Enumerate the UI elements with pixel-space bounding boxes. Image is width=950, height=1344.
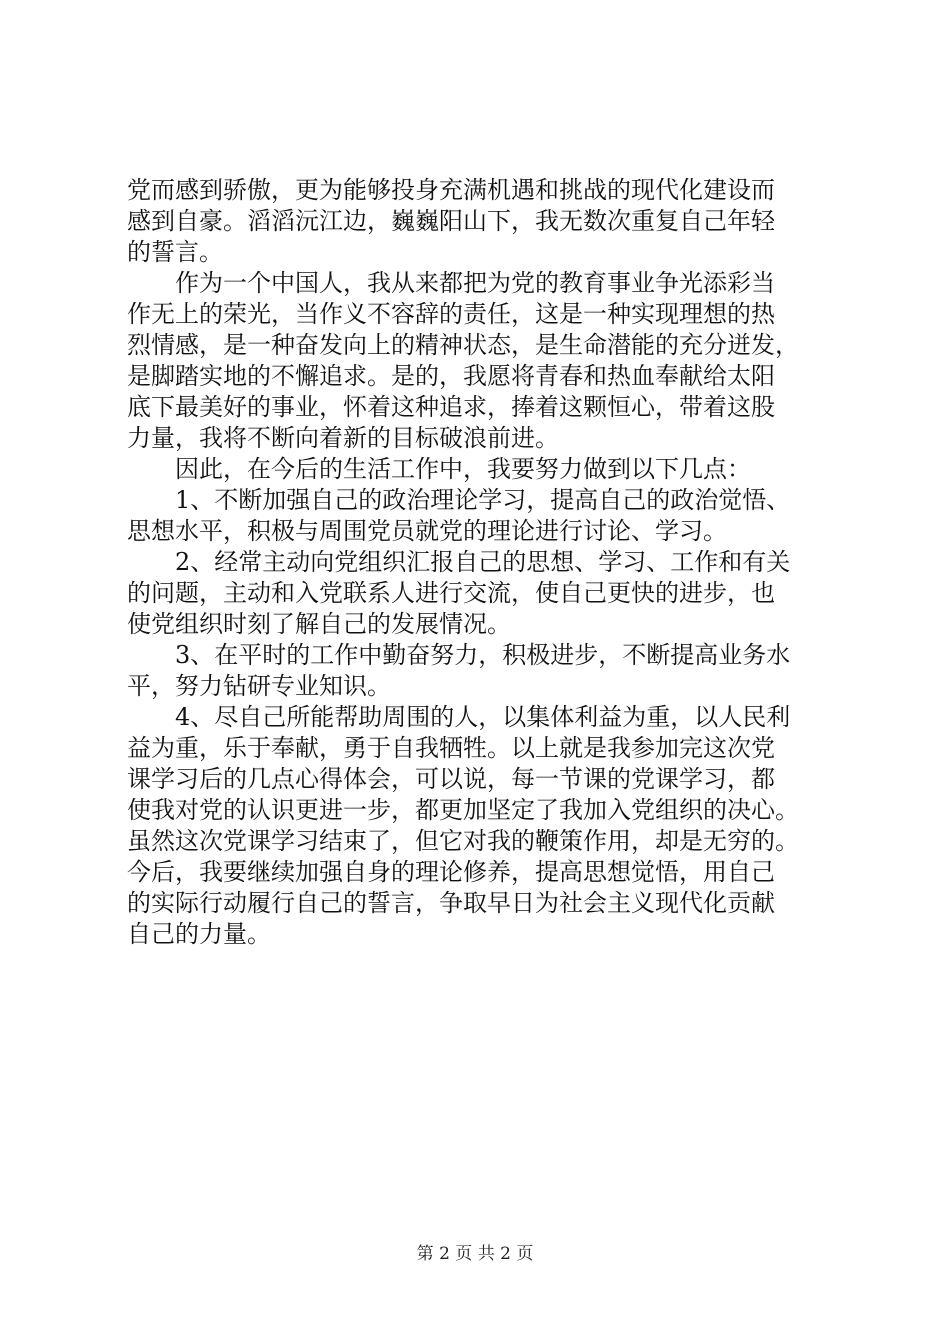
- text-line-19: 益为重，乐于奉献，勇于自我牺牲。以上就是我参加完这次党: [127, 734, 775, 762]
- text-line-13: 2、经常主动向党组织汇报自己的思想、学习、工作和有关: [175, 548, 791, 576]
- text-line-12: 思想水平，积极与周围党员就党的理论进行讨论、学习。: [127, 517, 727, 545]
- text-line-1: 党而感到骄傲，更为能够投身充满机遇和挑战的现代化建设而: [127, 176, 775, 204]
- text-line-5: 作无上的荣光，当作义不容辞的责任，这是一种实现理想的热: [127, 300, 775, 328]
- text-line-7: 是脚踏实地的不懈追求。是的，我愿将青春和热血奉献给太阳: [127, 362, 775, 390]
- text-line-11: 1、不断加强自己的政治理论学习，提高自己的政治觉悟、: [175, 486, 791, 514]
- text-line-22: 虽然这次党课学习结束了，但它对我的鞭策作用，却是无穷的。: [127, 827, 799, 855]
- page-number-footer: 第 2 页 共 2 页: [416, 1244, 534, 1264]
- text-line-9: 力量，我将不断向着新的目标破浪前进。: [127, 424, 559, 452]
- text-line-4: 作为一个中国人，我从来都把为党的教育事业争光添彩当: [175, 269, 775, 297]
- text-line-18: 4、尽自己所能帮助周围的人，以集体利益为重，以人民利: [175, 703, 791, 731]
- text-line-3: 的誓言。: [127, 238, 223, 266]
- text-line-2: 感到自豪。滔滔沅江边，巍巍阳山下，我无数次重复自己年轻: [127, 207, 775, 235]
- text-line-21: 使我对党的认识更进一步，都更加坚定了我加入党组织的决心。: [127, 796, 799, 824]
- text-line-10: 因此，在今后的生活工作中，我要努力做到以下几点：: [175, 455, 751, 483]
- text-line-14: 的问题，主动和入党联系人进行交流，使自己更快的进步，也: [127, 579, 775, 607]
- text-line-16: 3、在平时的工作中勤奋努力，积极进步，不断提高业务水: [175, 641, 791, 669]
- text-line-6: 烈情感，是一种奋发向上的精神状态，是生命潜能的充分迸发，: [127, 331, 799, 359]
- text-line-25: 自己的力量。: [127, 920, 271, 948]
- text-line-15: 使党组织时刻了解自己的发展情况。: [127, 610, 511, 638]
- text-line-17: 平，努力钻研专业知识。: [127, 672, 391, 700]
- text-line-20: 课学习后的几点心得体会，可以说，每一节课的党课学习，都: [127, 765, 775, 793]
- text-line-23: 今后，我要继续加强自身的理论修养，提高思想觉悟，用自己: [127, 858, 775, 886]
- text-line-24: 的实际行动履行自己的誓言，争取早日为社会主义现代化贡献: [127, 889, 775, 917]
- text-line-8: 底下最美好的事业，怀着这种追求，捧着这颗恒心，带着这股: [127, 393, 775, 421]
